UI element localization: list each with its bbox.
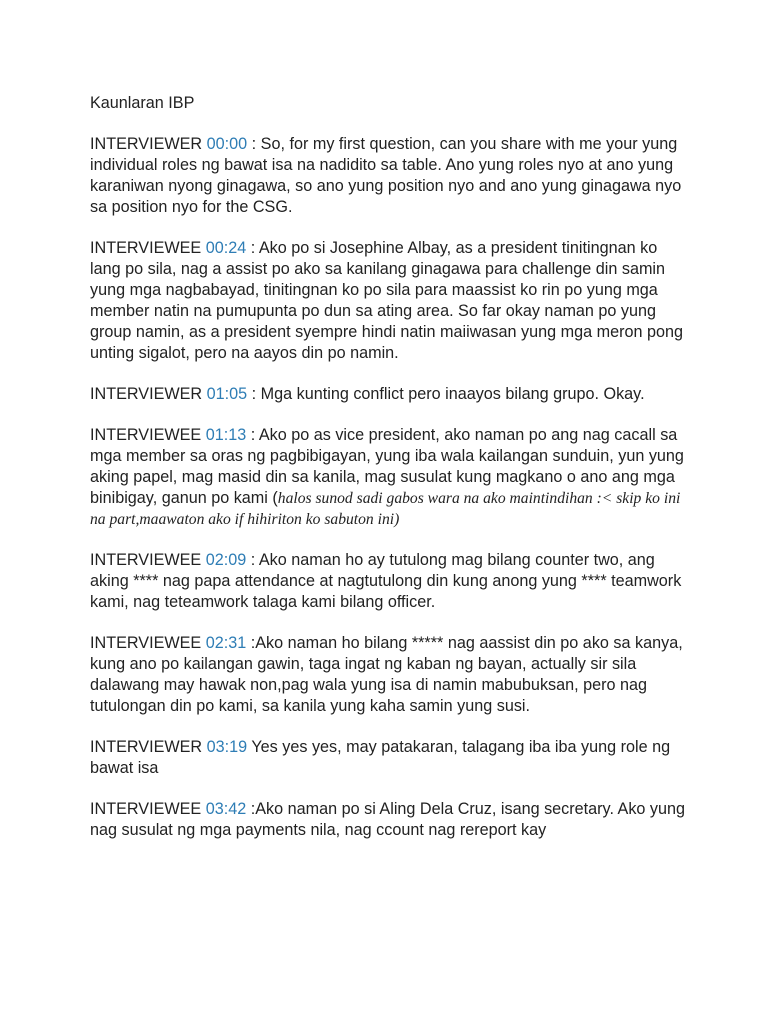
transcript-entry xyxy=(90,633,690,717)
entry-text: : Ako po si Josephine Albay, as a president tinitingnan ko lang po sila, nag a assist po ako sa kanilang ginagawa para challenge din samin yung mga nagbabayad, tinitingnan ko po sila para maassist ko rin po yung mga member natin na pumupunta po dun sa ating area. So far okay naman po yung group namin, as a president syempre hindi natin maiiwasan yung mga meron pong unting sigalot, pero na aayos din po namin. xyxy=(90,239,683,362)
entry-text: Yes yes yes, may patakaran, talagang iba iba yung role ng bawat isa xyxy=(90,738,671,777)
timestamp: 01:05 xyxy=(206,385,248,403)
timestamp: 03:19 xyxy=(206,738,248,756)
transcript-entry xyxy=(90,550,690,613)
entry-text: : Mga kunting conflict pero inaayos bilang grupo. Okay. xyxy=(247,385,645,403)
transcript-entry xyxy=(90,384,690,405)
speaker-label: INTERVIEWEE xyxy=(90,426,202,444)
timestamp: 00:00 xyxy=(206,135,248,153)
transcript-entry xyxy=(90,134,690,218)
document-title: Kaunlaran IBP xyxy=(90,94,195,112)
timestamp: 02:09 xyxy=(205,551,247,569)
timestamp: 01:13 xyxy=(205,426,247,444)
transcript-entry xyxy=(90,425,690,530)
timestamp: 00:24 xyxy=(205,239,247,257)
speaker-label: INTERVIEWEE xyxy=(90,800,202,818)
entry-text: :Ako naman po si Aling Dela Cruz, isang secretary. Ako yung nag susulat ng mga payments nila, nag ccount nag rereport kay xyxy=(90,800,686,839)
timestamp: 02:31 xyxy=(205,634,247,652)
entry-text: : Ako po as vice president, ako naman po ang nag cacall sa mga member sa oras ng pagbibigayan, yung iba wala kailangan sunduin, yun yung aking papel, mag masid din sa kanila, mag susulat kung magkano o ano ang mga binibigay, ganun po kami ( xyxy=(90,426,684,507)
entry-text: : Ako naman ho ay tutulong mag bilang counter two, ang aking **** nag papa attendance at nagtutulong din kung anong yung **** teamwork kami, nag teteamwork talaga kami bilang officer. xyxy=(90,551,682,611)
speaker-label: INTERVIEWER xyxy=(90,135,203,153)
transcript-entry xyxy=(90,737,690,779)
speaker-label: INTERVIEWEE xyxy=(90,551,202,569)
entry-text: :Ako naman ho bilang ***** nag aassist din po ako sa kanya, kung ano po kailangan gawin, taga ingat ng kaban ng bayan, actually sir sila dalawang may hawak non,pag wala yung isa di namin mabubuksan, pero nag tutulongan din po kami, sa kanila yung kaha samin yung susi. xyxy=(90,634,683,715)
entry-text: : So, for my first question, can you share with me your yung individual roles ng bawat isa na nadidito sa table. Ano yung roles nyo at ano yung karaniwan nyong ginagawa, so ano yung position nyo and ano yung ginagawa nyo sa position nyo for the CSG. xyxy=(90,135,682,216)
speaker-label: INTERVIEWEE xyxy=(90,634,202,652)
translator-note: halos sunod sadi gabos wara na ako maintindihan :< skip ko ini na part,maawaton ako if hihiriton ko sabuton ini) xyxy=(90,490,681,528)
transcript-entry xyxy=(90,238,690,364)
transcript-page xyxy=(90,93,690,861)
timestamp: 03:42 xyxy=(205,800,247,818)
speaker-label: INTERVIEWER xyxy=(90,385,203,403)
speaker-label: INTERVIEWEE xyxy=(90,239,202,257)
transcript-entry xyxy=(90,799,690,841)
speaker-label: INTERVIEWER xyxy=(90,738,203,756)
